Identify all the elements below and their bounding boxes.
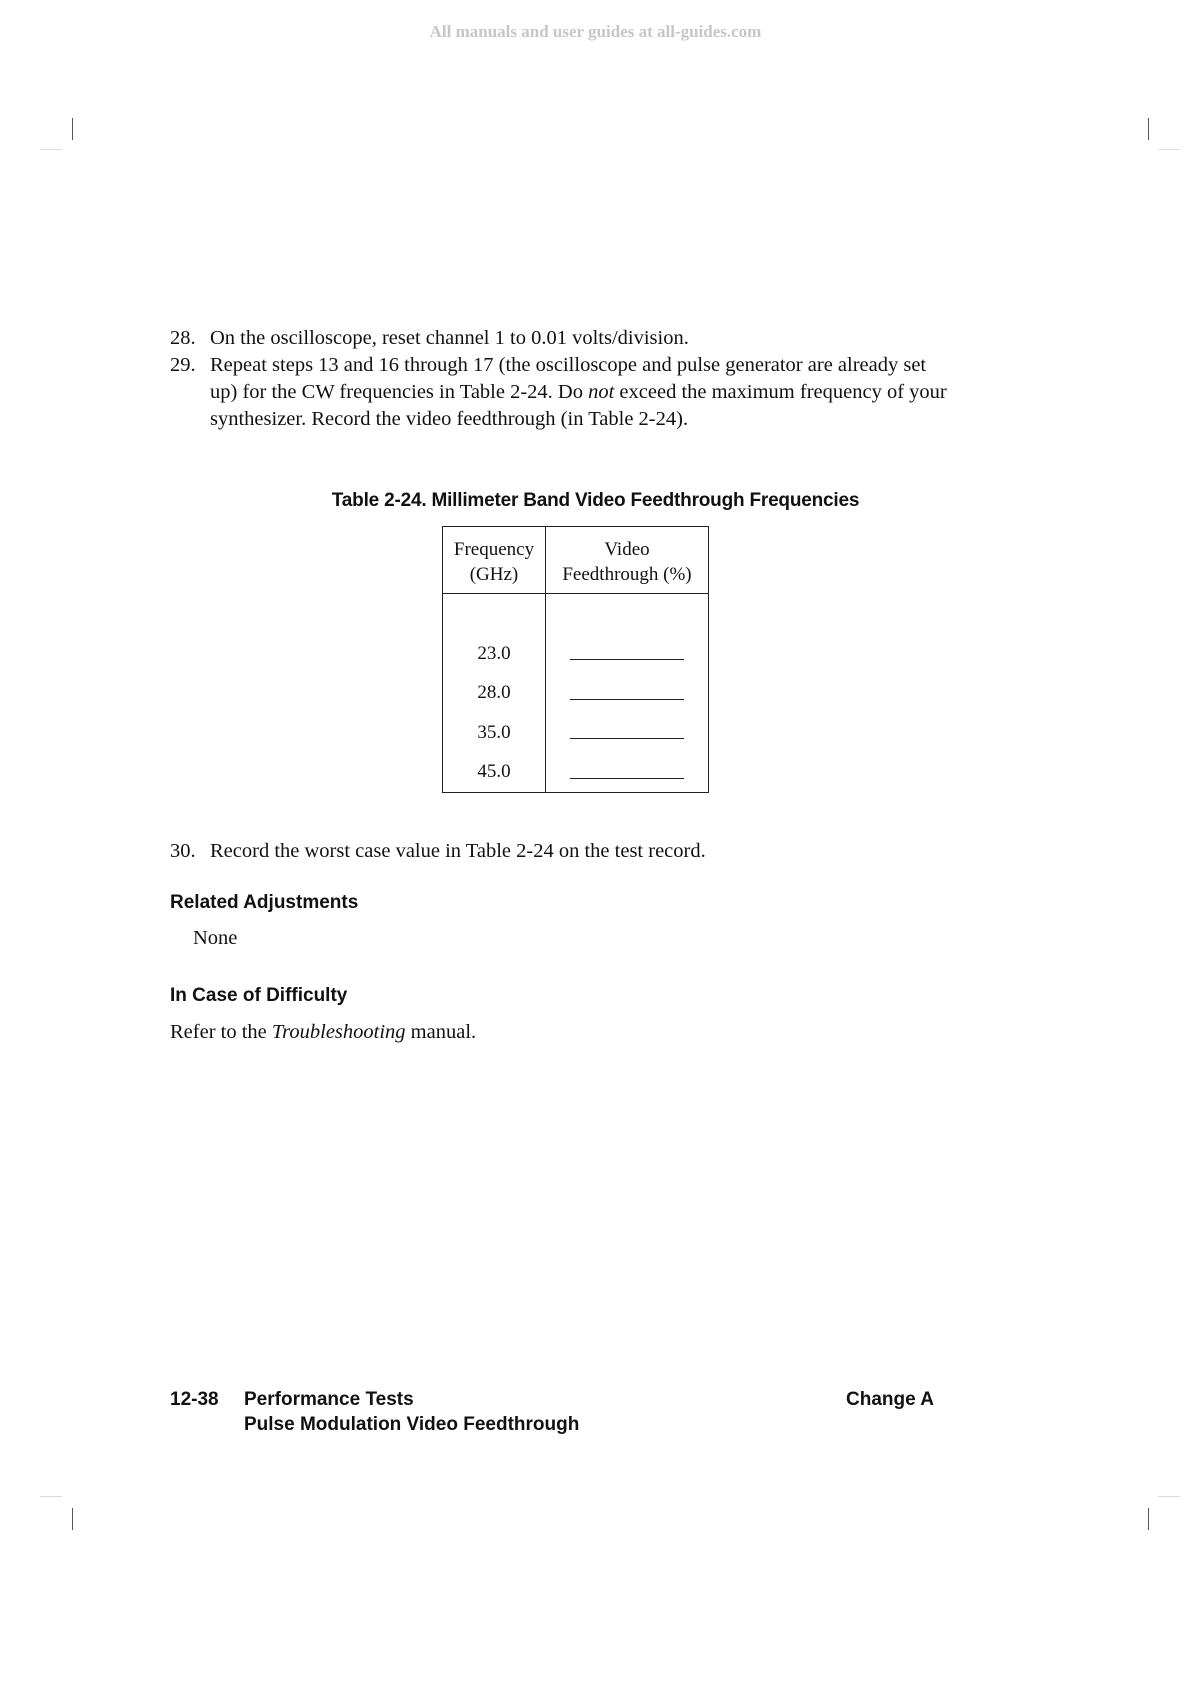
step-number: 28. — [170, 327, 196, 349]
header-line: Feedthrough (%) — [562, 564, 692, 585]
crop-mark-top-right-h — [1158, 149, 1180, 150]
crop-mark-bottom-right — [1148, 1508, 1149, 1530]
crop-mark-bottom-left — [72, 1508, 73, 1530]
related-adjustments-heading: Related Adjustments — [170, 892, 359, 913]
step-number: 29. — [170, 354, 196, 376]
crop-mark-top-left — [72, 118, 73, 140]
table-row — [443, 753, 709, 793]
feedthrough-table — [442, 526, 709, 793]
step-emphasis: not — [588, 381, 615, 403]
step-text-part: Repeat steps 13 and 16 through 17 (the oscilloscope and pulse generator are already set up) for the CW frequencies in Table 2-24. Do — [210, 354, 927, 403]
difficulty-text-part: manual. — [405, 1021, 477, 1043]
difficulty-heading: In Case of Difficulty — [170, 985, 348, 1006]
footer-page-number: 12-38 — [170, 1389, 219, 1410]
related-adjustments-body: None — [193, 927, 238, 949]
footer-section: Performance Tests — [244, 1389, 414, 1410]
table-row — [443, 713, 709, 753]
step-text-part: exceed the maximum frequency of your synthesizer. Record the video feedthrough (in Table 2-24). — [210, 381, 947, 430]
header-frequency — [443, 527, 546, 594]
procedure-steps — [170, 325, 950, 433]
fill-in-blank — [570, 681, 684, 700]
difficulty-text-part: Refer to the — [170, 1021, 272, 1043]
table-row — [443, 634, 709, 674]
fill-in-blank — [570, 760, 684, 779]
table-row — [443, 674, 709, 714]
table-caption: Table 2-24. Millimeter Band Video Feedthrough Frequencies — [331, 490, 860, 511]
step-text — [210, 352, 950, 433]
frequency-cell: 28.0 — [443, 674, 546, 714]
step-number: 30. — [170, 840, 196, 862]
header-video-feedthrough — [546, 527, 709, 594]
fill-in-blank — [570, 720, 684, 739]
header-line: Video — [604, 539, 650, 560]
feedthrough-entry-cell — [546, 674, 709, 714]
difficulty-body — [170, 1021, 476, 1044]
crop-mark-top-right — [1148, 118, 1149, 140]
crop-mark-bottom-left-h — [40, 1496, 62, 1497]
header-line: Frequency — [453, 539, 535, 560]
crop-mark-bottom-right-h — [1158, 1496, 1180, 1497]
footer-subsection: Pulse Modulation Video Feedthrough — [244, 1414, 580, 1435]
watermark: All manuals and user guides at all-guides.com — [429, 22, 762, 41]
footer-change: Change A — [846, 1389, 934, 1410]
feedthrough-entry-cell — [546, 634, 709, 674]
step-text: On the oscilloscope, reset channel 1 to 0.01 volts/division. — [210, 327, 689, 349]
step-30 — [170, 840, 706, 863]
step-28 — [170, 325, 950, 352]
step-text: Record the worst case value in Table 2-24 on the test record. — [210, 840, 706, 862]
step-29 — [170, 352, 950, 433]
crop-mark-top-left-h — [40, 149, 62, 150]
table-spacer-row — [443, 594, 709, 635]
manual-title: Troubleshooting — [271, 1021, 406, 1043]
fill-in-blank — [570, 641, 684, 660]
header-line: (GHz) — [469, 564, 519, 585]
frequency-cell: 23.0 — [443, 634, 546, 674]
feedthrough-entry-cell — [546, 713, 709, 753]
frequency-cell: 35.0 — [443, 713, 546, 753]
feedthrough-entry-cell — [546, 753, 709, 793]
frequency-cell: 45.0 — [443, 753, 546, 793]
